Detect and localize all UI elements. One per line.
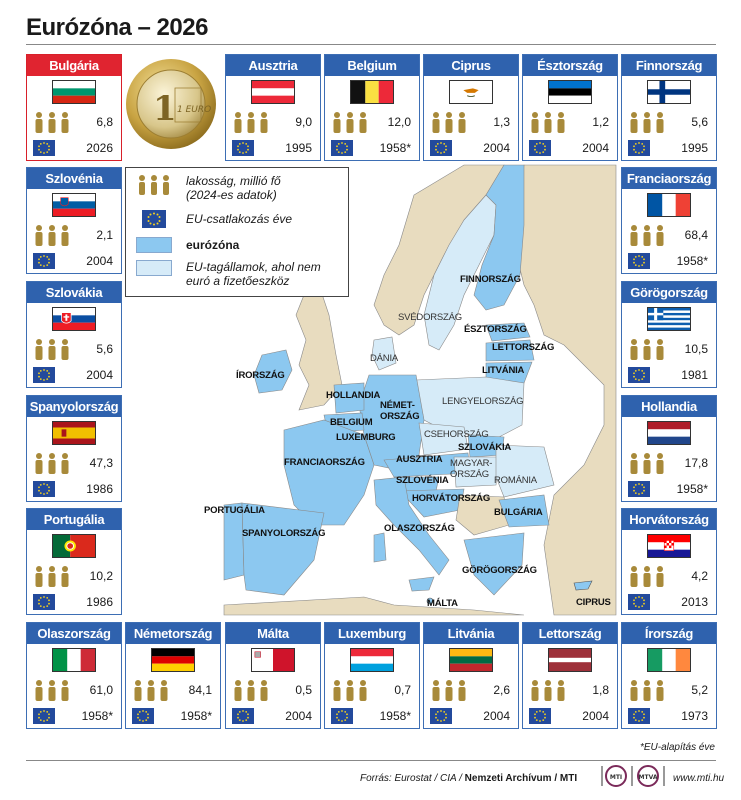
italy-flag-icon xyxy=(52,648,96,672)
eu-flag-icon xyxy=(628,708,650,724)
accession-year: 2004 xyxy=(582,141,609,155)
country-name: Írország xyxy=(622,623,716,644)
country-name: Görögország xyxy=(622,282,716,303)
population-value: 5,6 xyxy=(691,115,708,129)
accession-year: 1958* xyxy=(180,709,212,723)
country-name: Hollandia xyxy=(622,396,716,417)
country-card-greece xyxy=(621,281,717,388)
map-label-estonia: ÉSZTORSZÁG xyxy=(464,324,527,335)
accession-year: 1995 xyxy=(681,141,708,155)
svg-text:MTI: MTI xyxy=(609,774,623,781)
map-label-sweden: SVÉDORSZÁG xyxy=(398,312,462,323)
eu-flag-icon xyxy=(628,367,650,383)
population-icon xyxy=(628,111,668,133)
source-prefix: Forrás: Eurostat / CIA / xyxy=(360,773,465,784)
latvia-flag-icon xyxy=(548,648,592,672)
germany-flag-icon xyxy=(151,648,195,672)
accession-year: 1958* xyxy=(676,254,708,268)
title-divider xyxy=(26,44,716,45)
map-label-austria: AUSZTRIA xyxy=(396,454,443,465)
country-name: Belgium xyxy=(325,55,419,76)
country-name: Észtország xyxy=(523,55,617,76)
spain-flag-icon xyxy=(52,421,96,445)
accession-year: 1995 xyxy=(285,141,312,155)
map-label-latvia: LETTORSZÁG xyxy=(492,342,555,353)
eu-flag-icon xyxy=(232,708,254,724)
accession-year: 2004 xyxy=(285,709,312,723)
footnote: *EU-alapítás éve xyxy=(639,742,715,753)
country-card-latvia xyxy=(522,622,618,729)
map-label-greece: GÖRÖGORSZÁG xyxy=(462,565,537,576)
country-card-croatia xyxy=(621,508,717,615)
population-icon xyxy=(529,111,569,133)
map-label-slovakia: SZLOVÁKIA xyxy=(458,442,512,453)
map-label-netherlands: HOLLANDIA xyxy=(326,390,381,401)
legend-accession: EU-csatlakozás éve xyxy=(186,212,293,226)
eu-flag-icon xyxy=(430,140,452,156)
map-label-hungary-1: MAGYAR- xyxy=(450,458,493,469)
euro-coin-icon xyxy=(125,58,217,150)
accession-year: 2004 xyxy=(86,368,113,382)
population-icon xyxy=(33,111,73,133)
country-name: Portugália xyxy=(27,509,121,530)
map-label-denmark: DÁNIA xyxy=(370,353,399,364)
country-card-germany xyxy=(125,622,221,729)
accession-year: 2013 xyxy=(681,595,708,609)
country-card-lithuania xyxy=(423,622,519,729)
netherlands-flag-icon xyxy=(647,421,691,445)
population-icon xyxy=(33,452,73,474)
france-flag-icon xyxy=(647,193,691,217)
source-bold: Nemzeti Archívum / MTI xyxy=(464,773,578,784)
eu-flag-icon xyxy=(33,253,55,269)
map-label-cyprus: CIPRUS xyxy=(576,597,611,608)
country-name: Ausztria xyxy=(226,55,320,76)
legend-population-line2: (2024-es adatok) xyxy=(186,188,277,202)
map-label-hungary-2: ORSZÁG xyxy=(450,469,489,480)
country-card-cyprus xyxy=(423,54,519,161)
country-card-austria xyxy=(225,54,321,161)
accession-year: 1986 xyxy=(86,482,113,496)
footer-divider xyxy=(26,760,716,761)
eu-flag-icon xyxy=(529,140,551,156)
map-label-croatia: HORVÁTORSZÁG xyxy=(412,493,491,504)
accession-year: 2004 xyxy=(582,709,609,723)
finland-flag-icon xyxy=(647,80,691,104)
greece-flag-icon xyxy=(647,307,691,331)
map-label-france: FRANCIAORSZÁG xyxy=(284,457,365,468)
population-value: 47,3 xyxy=(89,456,113,470)
slovenia-flag-icon xyxy=(52,193,96,217)
accession-year: 1986 xyxy=(86,595,113,609)
luxembourg-flag-icon xyxy=(350,648,394,672)
svg-text:1: 1 xyxy=(153,89,177,129)
legend-eurozone: eurózóna xyxy=(186,238,240,252)
country-card-spain xyxy=(26,395,122,502)
map-label-poland: LENGYELORSZÁG xyxy=(442,396,524,407)
population-icon xyxy=(628,452,668,474)
croatia-flag-icon xyxy=(647,534,691,558)
population-value: 84,1 xyxy=(188,683,212,697)
slovakia-flag-icon xyxy=(52,307,96,331)
coin-text: 1 EURO xyxy=(177,105,212,115)
population-icon xyxy=(136,174,172,196)
population-value: 1,2 xyxy=(592,115,609,129)
population-icon xyxy=(628,224,668,246)
population-icon xyxy=(430,111,470,133)
estonia-flag-icon xyxy=(548,80,592,104)
lithuania-flag-icon xyxy=(449,648,493,672)
map-label-spain: SPANYOLORSZÁG xyxy=(242,528,326,539)
country-card-netherlands xyxy=(621,395,717,502)
population-icon xyxy=(529,679,569,701)
country-card-slovakia xyxy=(26,281,122,388)
population-value: 5,6 xyxy=(96,342,113,356)
legend-non-euro-line1: EU-tagállamok, ahol nem xyxy=(186,260,321,274)
country-card-malta xyxy=(225,622,321,729)
svg-text:MTVA: MTVA xyxy=(638,774,658,781)
country-name: Ciprus xyxy=(424,55,518,76)
population-value: 10,5 xyxy=(684,342,708,356)
map-label-luxembourg: LUXEMBURG xyxy=(336,432,396,443)
population-value: 0,5 xyxy=(295,683,312,697)
eu-flag-icon xyxy=(628,481,650,497)
legend-non-euro-line2: euró a fizetőeszköz xyxy=(186,274,290,288)
legend-eurozone-swatch xyxy=(136,237,172,253)
eu-flag-icon xyxy=(628,253,650,269)
eu-flag-icon xyxy=(33,708,55,724)
accession-year: 2026 xyxy=(86,141,113,155)
population-value: 68,4 xyxy=(684,228,708,242)
eu-flag-icon xyxy=(331,140,353,156)
population-icon xyxy=(628,565,668,587)
legend-population-line1: lakosság, millió fő xyxy=(186,174,281,188)
page-title: Eurózóna – 2026 xyxy=(26,14,208,41)
population-icon xyxy=(232,679,272,701)
accession-year: 1973 xyxy=(681,709,708,723)
map-label-malta: MÁLTA xyxy=(427,598,458,609)
eu-flag-icon xyxy=(33,367,55,383)
population-value: 4,2 xyxy=(691,569,708,583)
population-icon xyxy=(33,224,73,246)
eu-flag-icon xyxy=(33,481,55,497)
bulgaria-flag-icon xyxy=(52,80,96,104)
country-name: Olaszország xyxy=(27,623,121,644)
belgium-flag-icon xyxy=(350,80,394,104)
map-label-portugal: PORTUGÁLIA xyxy=(204,505,265,516)
population-icon xyxy=(628,338,668,360)
map-sardinia xyxy=(374,533,386,562)
legend xyxy=(125,167,349,297)
population-icon xyxy=(232,111,272,133)
population-value: 12,0 xyxy=(387,115,411,129)
map-label-bulgaria: BULGÁRIA xyxy=(494,507,543,518)
country-name: Lettország xyxy=(523,623,617,644)
population-icon xyxy=(132,679,172,701)
map-label-slovenia: SZLOVÉNIA xyxy=(396,475,449,486)
country-card-luxembourg xyxy=(324,622,420,729)
map-label-finland: FINNORSZÁG xyxy=(460,274,521,285)
eu-flag-icon xyxy=(628,140,650,156)
eu-flag-icon xyxy=(232,140,254,156)
eu-flag-icon xyxy=(529,708,551,724)
population-value: 6,8 xyxy=(96,115,113,129)
country-name: Litvánia xyxy=(424,623,518,644)
accession-year: 1958* xyxy=(676,482,708,496)
country-card-estonia xyxy=(522,54,618,161)
accession-year: 1981 xyxy=(681,368,708,382)
eu-flag-icon xyxy=(33,594,55,610)
source-credit xyxy=(360,773,577,784)
legend-non-euro-swatch xyxy=(136,260,172,276)
eu-flag-icon xyxy=(430,708,452,724)
country-name: Luxemburg xyxy=(325,623,419,644)
population-icon xyxy=(331,679,371,701)
country-card-portugal xyxy=(26,508,122,615)
website-link[interactable]: www.mti.hu xyxy=(673,773,725,784)
map-label-germany-2: ORSZÁG xyxy=(380,411,420,422)
accession-year: 2004 xyxy=(483,141,510,155)
malta-flag-icon xyxy=(251,648,295,672)
map-label-romania: ROMÁNIA xyxy=(494,475,537,486)
country-name: Finnország xyxy=(622,55,716,76)
country-name: Szlovénia xyxy=(27,168,121,189)
accession-year: 1958* xyxy=(81,709,113,723)
accession-year: 2004 xyxy=(86,254,113,268)
population-icon xyxy=(430,679,470,701)
population-value: 0,7 xyxy=(394,683,411,697)
population-icon xyxy=(628,679,668,701)
population-icon xyxy=(33,338,73,360)
mti-logo-icon xyxy=(600,764,670,788)
accession-year: 1958* xyxy=(379,709,411,723)
eu-flag-icon xyxy=(132,708,154,724)
population-icon xyxy=(331,111,371,133)
cyprus-flag-icon xyxy=(449,80,493,104)
map-label-czechia: CSEHORSZÁG xyxy=(424,429,489,440)
population-value: 17,8 xyxy=(684,456,708,470)
eu-flag-icon xyxy=(142,210,166,228)
eu-flag-icon xyxy=(331,708,353,724)
country-card-france xyxy=(621,167,717,274)
country-name: Horvátország xyxy=(622,509,716,530)
population-value: 2,1 xyxy=(96,228,113,242)
population-icon xyxy=(33,679,73,701)
portugal-flag-icon xyxy=(52,534,96,558)
population-value: 2,6 xyxy=(493,683,510,697)
country-card-ireland xyxy=(621,622,717,729)
country-card-bulgaria xyxy=(26,54,122,161)
population-icon xyxy=(33,565,73,587)
eu-flag-icon xyxy=(628,594,650,610)
population-value: 61,0 xyxy=(89,683,113,697)
map-label-italy: OLASZORSZÁG xyxy=(384,523,455,534)
ireland-flag-icon xyxy=(647,648,691,672)
map-label-ireland: ÍRORSZÁG xyxy=(236,370,285,381)
map-label-germany-1: NÉMET- xyxy=(380,400,415,411)
country-name: Bulgária xyxy=(27,55,121,76)
country-card-italy xyxy=(26,622,122,729)
country-card-belgium xyxy=(324,54,420,161)
austria-flag-icon xyxy=(251,80,295,104)
country-card-finland xyxy=(621,54,717,161)
population-value: 5,2 xyxy=(691,683,708,697)
country-name: Németország xyxy=(126,623,220,644)
population-value: 1,8 xyxy=(592,683,609,697)
map-label-lithuania: LITVÁNIA xyxy=(482,365,525,376)
population-value: 9,0 xyxy=(295,115,312,129)
population-value: 10,2 xyxy=(89,569,113,583)
country-name: Málta xyxy=(226,623,320,644)
population-value: 1,3 xyxy=(493,115,510,129)
country-name: Franciaország xyxy=(622,168,716,189)
country-name: Szlovákia xyxy=(27,282,121,303)
eu-flag-icon xyxy=(33,140,55,156)
accession-year: 1958* xyxy=(379,141,411,155)
country-card-slovenia xyxy=(26,167,122,274)
map-label-belgium: BELGIUM xyxy=(330,417,373,428)
country-name: Spanyolország xyxy=(27,396,121,417)
accession-year: 2004 xyxy=(483,709,510,723)
